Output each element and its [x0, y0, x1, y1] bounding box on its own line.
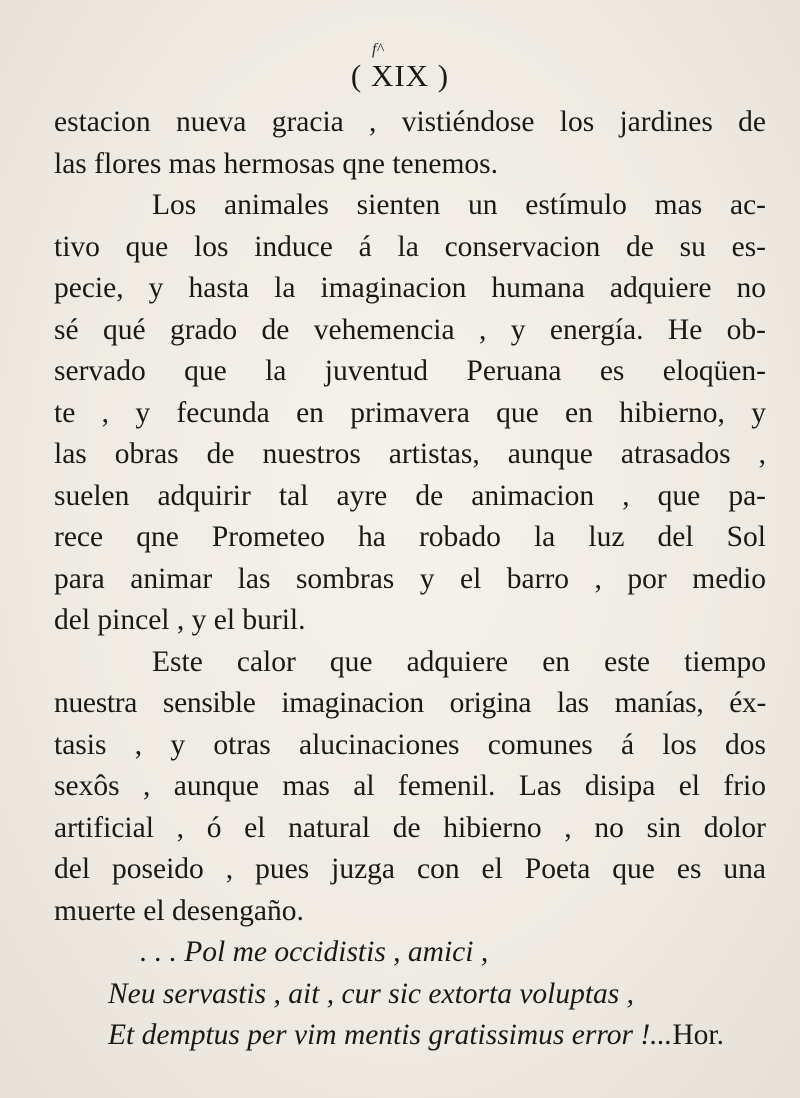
text-line: sexôs , aunque mas al femenil. Las disipa el frio — [54, 770, 766, 802]
text-line: estacion nueva gracia , vistiéndose los jardines de — [54, 106, 766, 138]
text-line: suelen adquirir tal ayre de animacion , que pa- — [54, 479, 766, 512]
text-line: las obras de nuestros artistas, aunque atrasados , — [54, 438, 766, 470]
text-line: tivo que los induce á la conservacion de su es- — [54, 230, 766, 263]
verse-text: Et demptus per vim mentis gratissimus error !... — [108, 1019, 673, 1051]
text-line: para animar las sombras y el barro , por medio — [54, 562, 766, 595]
text-line: nuestra sensible imaginacion origina las manías, éx- — [54, 687, 766, 719]
text-line: te , y fecunda en primavera que en hibierno, y — [54, 396, 766, 429]
text-line: Este calor que adquiere en este tiempo — [152, 645, 766, 678]
verse-line: . . . Pol me occidistis , amici , — [140, 936, 489, 968]
verse-line — [54, 1015, 766, 1057]
text-line: Los animales sienten un estímulo mas ac- — [152, 189, 766, 221]
text-line: pecie, y hasta la imaginacion humana adquiere no — [54, 272, 766, 304]
text-line: del pincel , y el buril. — [54, 604, 306, 636]
page-number: ( XIX ) — [350, 58, 450, 93]
text-line: las flores mas hermosas qne tenemos. — [54, 147, 499, 180]
verse-line: Neu servastis , ait , cur sic extorta voluptas , — [108, 977, 635, 1010]
verse-attribution: Hor. — [672, 1019, 724, 1051]
page-text — [54, 102, 766, 1057]
page-mark: f^ — [372, 41, 384, 58]
text-line: del poseido , pues juzga con el Poeta que es una — [54, 853, 766, 885]
text-line: tasis , y otras alucinaciones comunes á los dos — [54, 728, 766, 761]
text-line: rece qne Prometeo ha robado la luz del Sol — [54, 521, 766, 553]
text-line: sé qué grado de vehemencia , y energía. He ob- — [54, 313, 766, 346]
text-line: muerte el desengaño. — [54, 894, 304, 927]
text-line: artificial , ó el natural de hibierno , no sin dolor — [54, 811, 766, 844]
text-line: servado que la juventud Peruana es eloqüen- — [54, 355, 766, 387]
